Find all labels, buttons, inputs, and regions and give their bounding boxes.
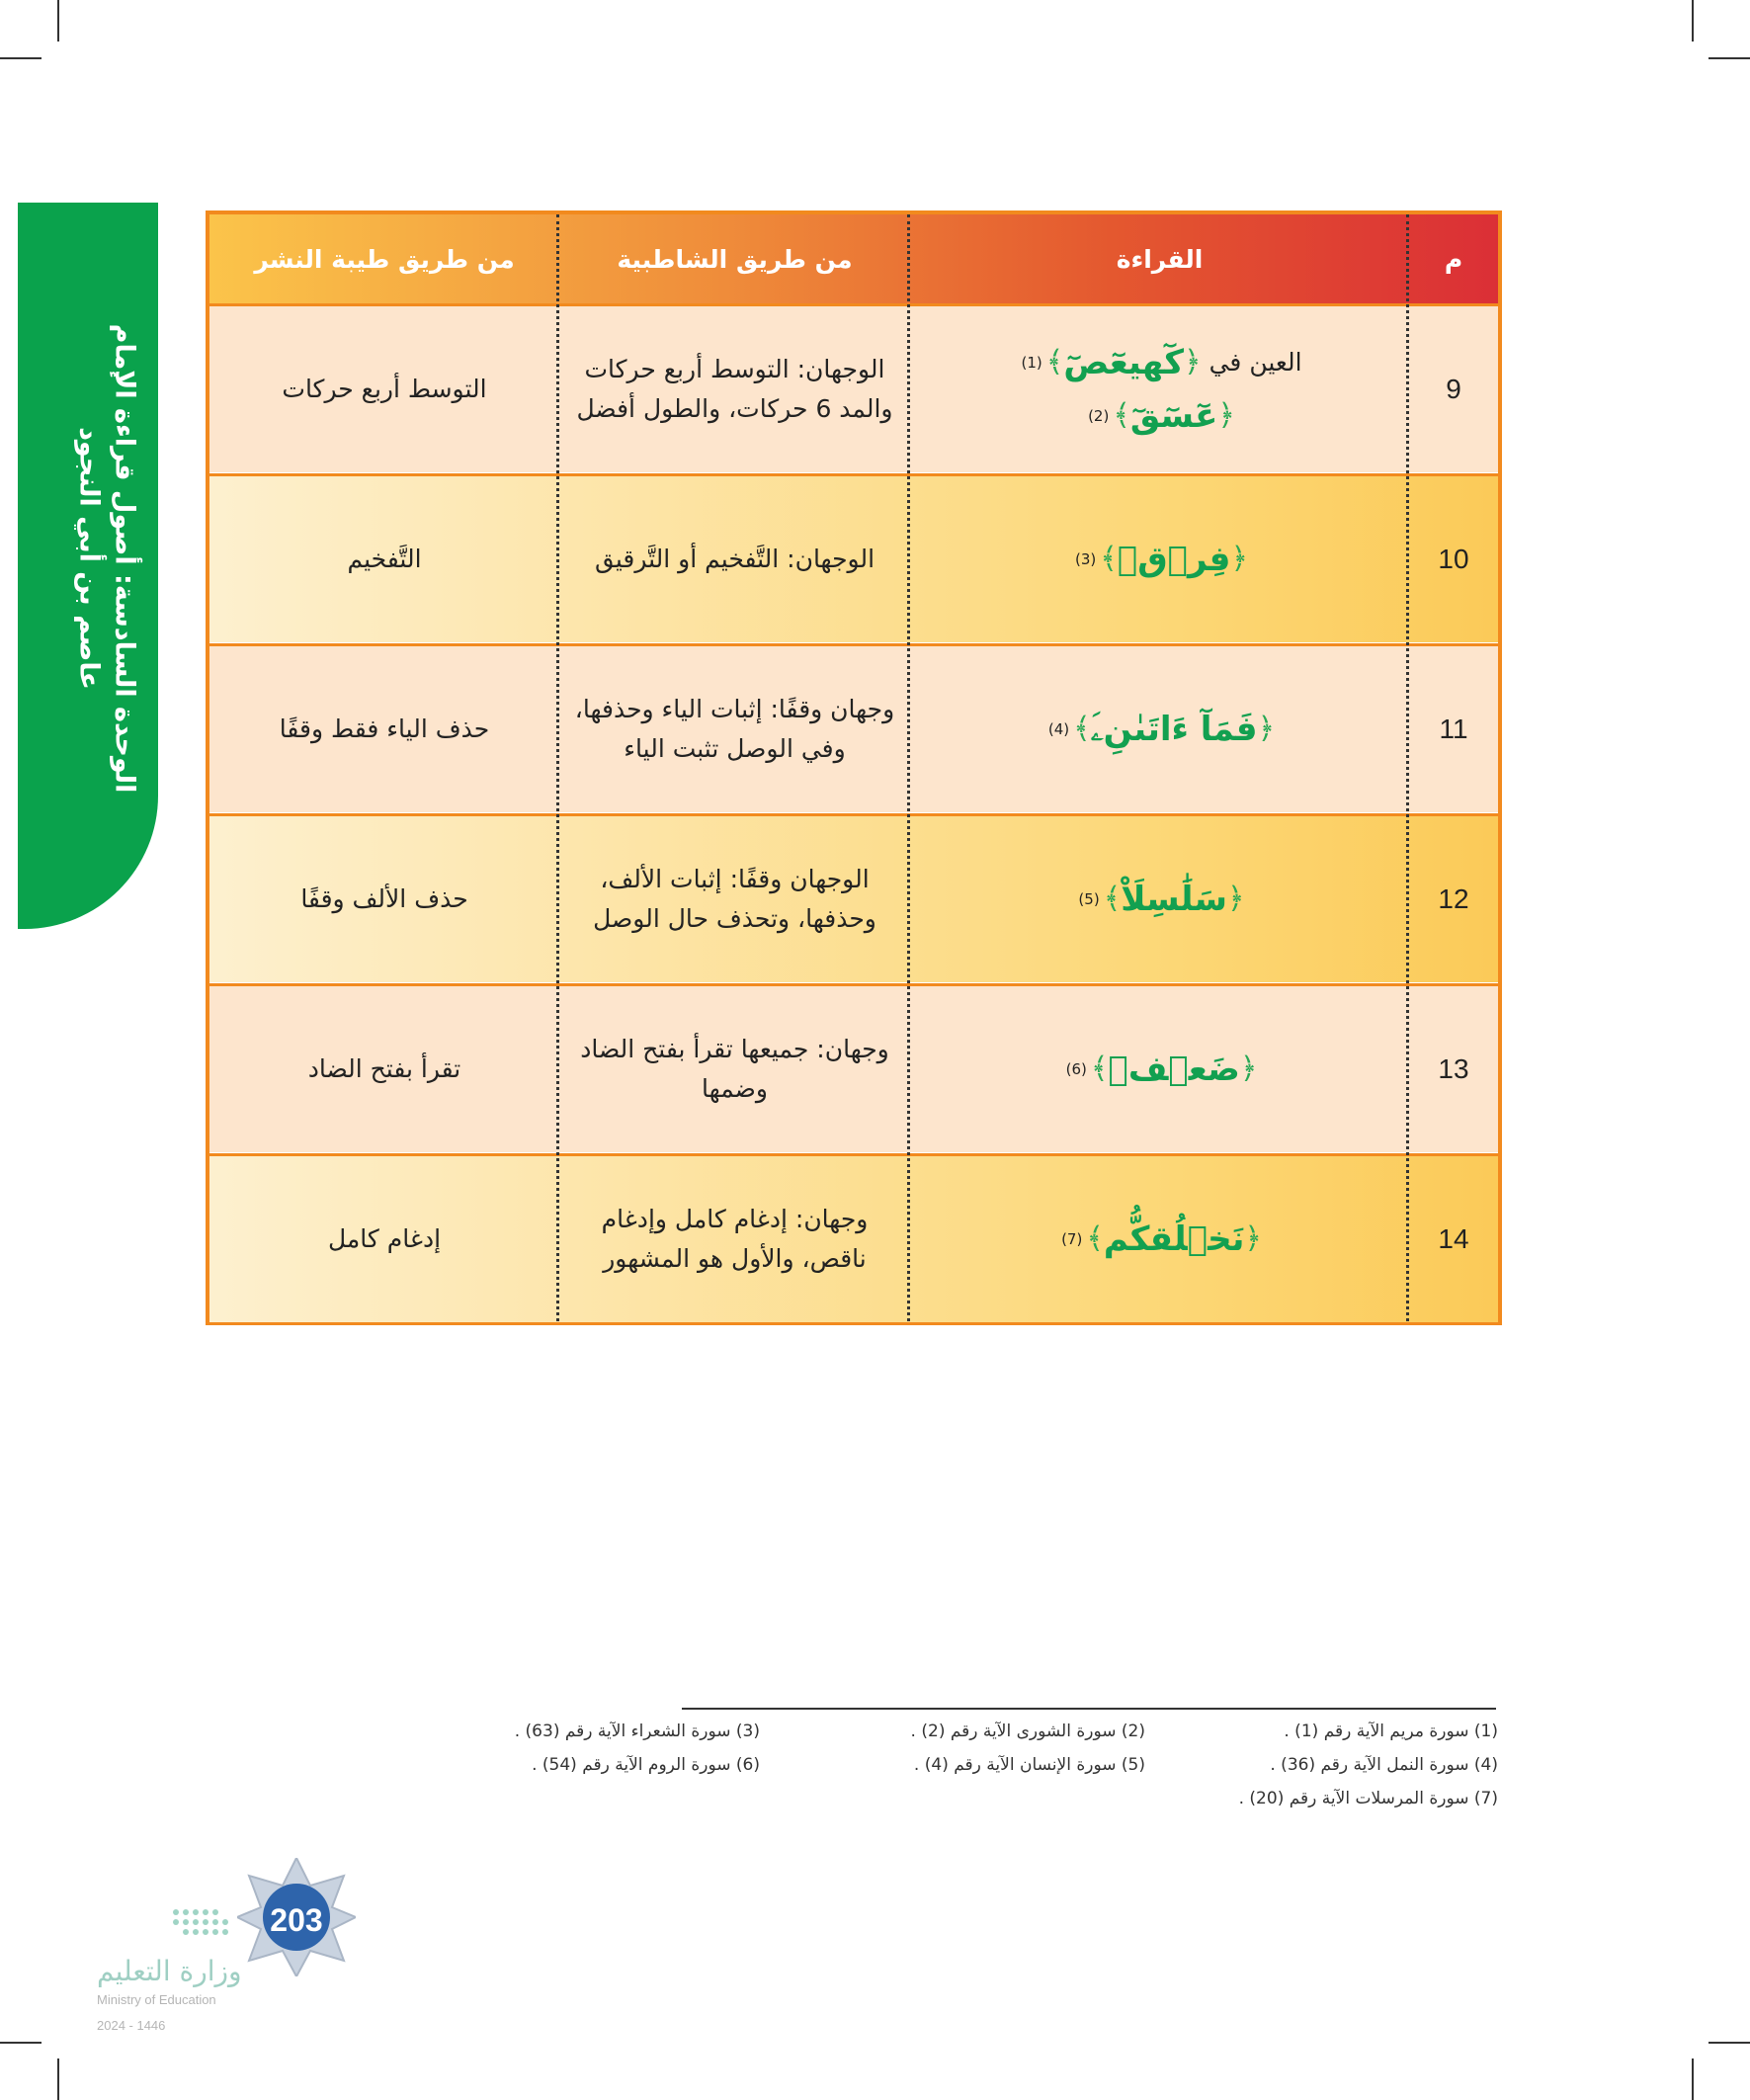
reading-content — [1062, 1043, 1258, 1096]
ministry-name-english: Ministry of Education — [97, 1992, 216, 2007]
quran-word: فَمَآ ءَاتَىٰنِۦَ — [1090, 709, 1258, 749]
footnote-divider — [682, 1708, 1496, 1710]
unit-side-tab — [18, 203, 158, 929]
column-divider — [907, 214, 910, 1321]
reading-cell — [910, 986, 1409, 1152]
page-number: 203 — [270, 1902, 323, 1938]
footnote: (4) سورة النمل الآية رقم (36) . — [1270, 1755, 1498, 1775]
crop-mark — [0, 57, 42, 59]
ministry-logo-icon — [168, 1902, 237, 1952]
footnote-ref: (1) — [1021, 353, 1042, 372]
row-number-text: 10 — [1438, 543, 1469, 574]
row-number-text: 12 — [1438, 882, 1469, 914]
footnote-ref: (2) — [1088, 407, 1110, 426]
row-number — [1409, 816, 1498, 982]
reading-cell — [910, 816, 1409, 982]
footnote-ref: (7) — [1061, 1229, 1083, 1248]
tayyiba-cell — [209, 816, 559, 982]
tayyiba-cell — [209, 476, 559, 642]
quran-word: سَلَٰسِلَاْ — [1121, 879, 1227, 919]
tayyiba-text: حذف الألف وقفًا — [300, 884, 468, 913]
unit-title-line1: الوحدة السادسة: أصول قراءة الإمام — [109, 323, 140, 794]
reading-cell — [910, 306, 1409, 472]
footnote: (2) سورة الشورى الآية رقم (2) . — [910, 1722, 1145, 1741]
table-row — [209, 303, 1498, 472]
row-number — [1409, 646, 1498, 812]
shatibiyya-cell — [559, 1156, 910, 1322]
footnote: (1) سورة مريم الآية رقم (1) . — [1284, 1722, 1498, 1741]
reading-prefix: العين في — [1208, 347, 1302, 377]
reading-content — [1071, 533, 1248, 586]
tayyiba-text: إدغام كامل — [327, 1224, 442, 1253]
shatibiyya-cell — [559, 476, 910, 642]
row-number-text: 14 — [1438, 1222, 1469, 1254]
quran-bracket-icon: ﴿ — [1217, 398, 1235, 434]
table-row — [209, 983, 1498, 1152]
row-number-text: 9 — [1446, 373, 1461, 404]
crop-mark — [1692, 0, 1694, 42]
tayyiba-text: حذف الياء فقط وقفًا — [279, 714, 490, 743]
shatibiyya-text: الوجهان وقفًا: إثبات الألف، وحذفها، وتحذف حال الوصل — [593, 865, 876, 933]
column-divider — [556, 214, 559, 1321]
row-number — [1409, 1156, 1498, 1322]
shatibiyya-text: وجهان: إدغام كامل وإدغام ناقص، والأول هو المشهور — [601, 1205, 869, 1273]
quran-word: كٓهيعٓصٓ — [1063, 342, 1185, 382]
quran-bracket-icon: ﴿ — [1239, 1050, 1258, 1086]
quran-bracket-icon: ﴾ — [1113, 398, 1130, 434]
shatibiyya-text: وجهان: جميعها تقرأ بفتح الضاد وضمها — [580, 1035, 889, 1103]
row-number-text: 11 — [1439, 713, 1468, 744]
header-shatibiyya: من طريق الشاطبية — [617, 244, 853, 274]
readings-table — [206, 210, 1502, 1325]
quran-bracket-icon: ﴾ — [1073, 711, 1091, 746]
shatibiyya-cell — [559, 986, 910, 1152]
shatibiyya-cell — [559, 816, 910, 982]
unit-title-line2: عاصم بن أبي النجود — [73, 427, 105, 690]
row-number — [1409, 306, 1498, 472]
table-header — [209, 214, 1498, 303]
footnote: (6) سورة الروم الآية رقم (54) . — [532, 1755, 760, 1775]
quran-bracket-icon: ﴿ — [1257, 711, 1276, 746]
crop-mark — [1692, 2058, 1694, 2100]
footnote: (5) سورة الإنسان الآية رقم (4) . — [913, 1755, 1145, 1775]
quran-word: فِرۡقٖ — [1117, 539, 1231, 579]
table-row — [209, 813, 1498, 982]
reading-cell — [910, 1156, 1409, 1322]
tayyiba-text: التوسط أربع حركات — [282, 375, 487, 403]
row-number — [1409, 986, 1498, 1152]
quran-bracket-icon: ﴿ — [1244, 1220, 1262, 1256]
header-reading: القراءة — [1116, 244, 1204, 274]
tayyiba-text: تقرأ بفتح الضاد — [307, 1054, 461, 1083]
reading-cell — [910, 646, 1409, 812]
quran-bracket-icon: ﴾ — [1103, 881, 1122, 916]
tayyiba-cell — [209, 1156, 559, 1322]
footnote-ref: (5) — [1078, 889, 1100, 908]
crop-mark — [0, 2042, 42, 2044]
reading-content — [1057, 1213, 1262, 1266]
crop-mark — [1708, 57, 1750, 59]
quran-bracket-icon: ﴾ — [1100, 541, 1118, 576]
shatibiyya-text: الوجهان: التوسط أربع حركات والمد 6 حركات، والطول أفضل — [576, 355, 893, 423]
shatibiyya-text: وجهان وقفًا: إثبات الياء وحذفها، وفي الوصل تثبت الياء — [574, 695, 895, 763]
quran-bracket-icon: ﴿ — [1184, 344, 1202, 379]
table-row — [209, 473, 1498, 642]
header-num: م — [1444, 244, 1463, 274]
row-number-text: 13 — [1438, 1052, 1469, 1084]
shatibiyya-cell — [559, 646, 910, 812]
tayyiba-cell — [209, 986, 559, 1152]
shatibiyya-cell — [559, 306, 910, 472]
reading-content — [1017, 336, 1301, 444]
reading-cell — [910, 476, 1409, 642]
tayyiba-cell — [209, 306, 559, 472]
footnote-ref: (4) — [1047, 719, 1070, 738]
row-number — [1409, 476, 1498, 642]
tayyiba-text: التَّفخيم — [347, 545, 422, 573]
crop-mark — [57, 0, 59, 42]
crop-mark — [1708, 2042, 1750, 2044]
reading-content — [1074, 873, 1244, 926]
quran-bracket-icon: ﴾ — [1090, 1050, 1109, 1086]
ministry-name-arabic: وزارة التعليم — [97, 1955, 242, 1987]
footnote-ref: (6) — [1065, 1059, 1087, 1078]
quran-word: نَخۡلُقكُّم — [1103, 1218, 1245, 1259]
quran-bracket-icon: ﴾ — [1045, 344, 1064, 379]
crop-mark — [57, 2058, 59, 2100]
reading-content — [1044, 703, 1275, 756]
header-tayyiba: من طريق طيبة النشر — [254, 244, 515, 274]
quran-word: ضَعۡفٖ — [1108, 1049, 1240, 1089]
quran-bracket-icon: ﴿ — [1227, 881, 1245, 916]
shatibiyya-text: الوجهان: التَّفخيم أو التَّرقيق — [594, 545, 875, 573]
table-row — [209, 643, 1498, 812]
ministry-year: 2024 - 1446 — [97, 2018, 166, 2033]
footnote-ref: (3) — [1074, 549, 1097, 568]
quran-word: عٓسٓقٓ — [1129, 396, 1218, 436]
footnote: (3) سورة الشعراء الآية رقم (63) . — [514, 1722, 760, 1741]
quran-bracket-icon: ﴾ — [1086, 1220, 1104, 1256]
quran-bracket-icon: ﴿ — [1230, 541, 1249, 576]
table-row — [209, 1153, 1498, 1322]
column-divider — [1406, 214, 1409, 1321]
footnote: (7) سورة المرسلات الآية رقم (20) . — [1238, 1789, 1498, 1808]
tayyiba-cell — [209, 646, 559, 812]
